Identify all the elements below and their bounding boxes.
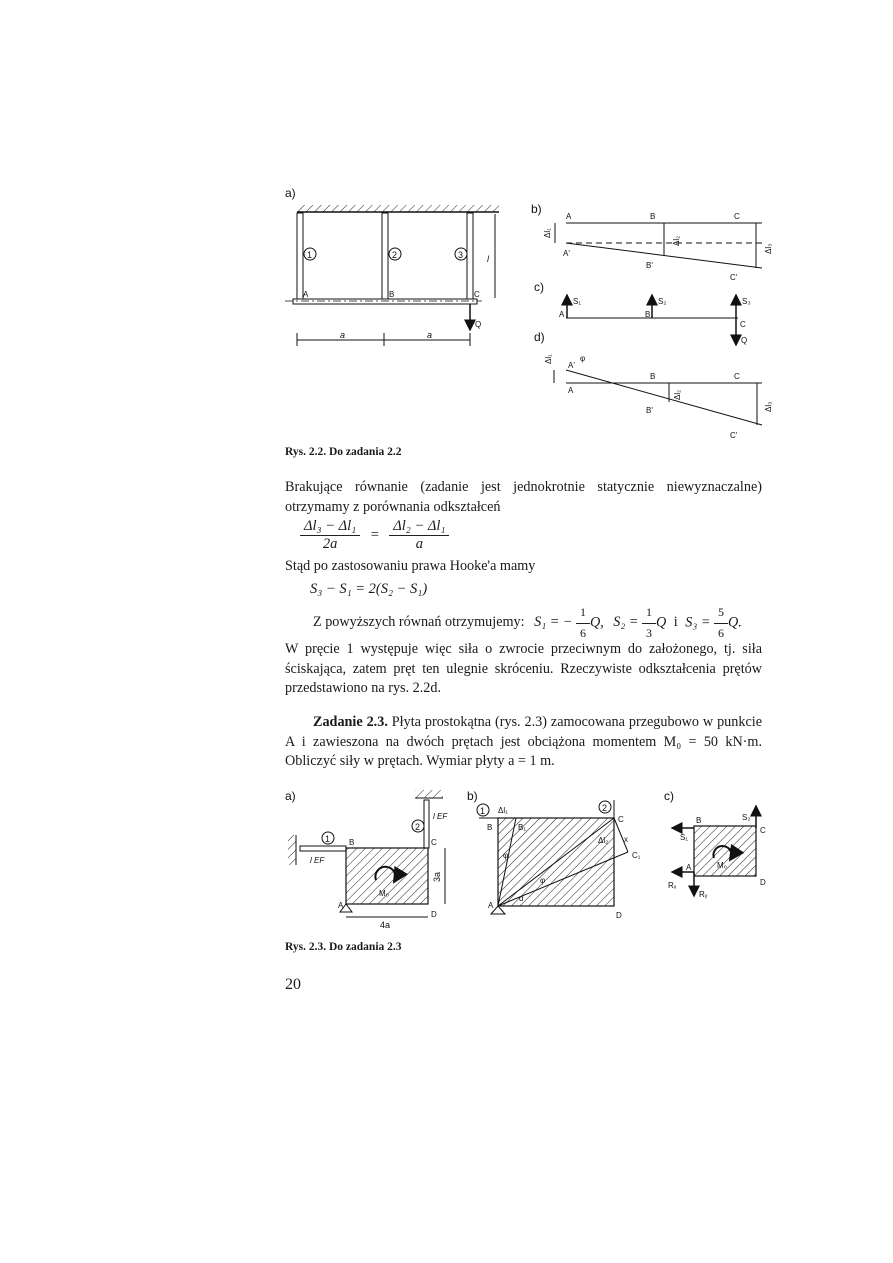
fig23b-B: B: [487, 823, 493, 832]
fig23c-label: c): [664, 789, 674, 803]
fig23b-phi-2: φ: [540, 876, 546, 885]
results-line: Z powyższych równań otrzymujemy: S₁ = − $\frac{1}{6}$ Q, S₂ = $\frac{1}{3}$ Q i S₃ = $\frac{5}{6}$ Q.: [313, 605, 742, 640]
fig23c-M0: M₀: [717, 861, 727, 870]
point-B: B: [389, 290, 395, 299]
bar-1: [297, 213, 303, 299]
fig23a-B: B: [349, 838, 355, 847]
c-S1-label: S₁: [573, 297, 582, 306]
fig22b: [531, 202, 773, 282]
fig23c-D: D: [760, 878, 766, 887]
fig23a-M0: M₀: [379, 889, 389, 898]
fig23a-bar-1-number: 1: [325, 834, 331, 844]
caption-fig22: Rys. 2.2. Do zadania 2.2: [285, 446, 402, 458]
fig22a: [285, 186, 499, 346]
fig22b-label: b): [531, 202, 542, 216]
bar-2-number: 2: [392, 250, 398, 260]
bar-2: [382, 213, 388, 299]
paragraph-4: W pręcie 1 występuje więc siła o zwrocie przeciwnym do założonego, tj. siła ściskająca, zatem pręt ten ulegnie skróceniu. Rzeczywiste odkształcenia prętów przedstawiono na rys. 2.2d.: [285, 641, 762, 696]
fig23a-bar-1: [300, 846, 346, 851]
fig23a-lEF2: l EF: [433, 812, 448, 821]
fig23a-D: D: [431, 910, 437, 919]
fig22c: [534, 280, 751, 345]
fig23c-B: B: [696, 816, 702, 825]
fig23b-bar-2: 2: [602, 803, 608, 813]
fig23b-dl1: Δl₁: [498, 806, 508, 815]
fig23a-label: a): [285, 789, 296, 803]
b-dl1: Δl₁: [543, 228, 552, 238]
fig23b-A: A: [488, 901, 494, 910]
d-point-Ap: A': [568, 361, 575, 370]
point-C: C: [474, 290, 480, 299]
d-phi: φ: [580, 354, 586, 363]
paragraph-2: Stąd po zastosowaniu prawa Hooke'a mamy: [285, 558, 536, 574]
equation-2: S₃ − S₁ = 2(S₂ − S₁): [310, 581, 428, 597]
fig23a-bar-2: [424, 800, 429, 848]
fig22a-label: a): [285, 186, 296, 200]
fig23c-A: A: [686, 863, 692, 872]
d-beam-deformed: [566, 370, 762, 425]
c-Q-label: Q: [741, 336, 748, 345]
c-S3-label: S₃: [742, 297, 751, 306]
b-point-Ap: A': [563, 249, 570, 258]
b-point-Cp: C': [730, 273, 738, 282]
b-dl2: Δl₂: [672, 235, 681, 246]
bar-3: [467, 213, 473, 299]
fig23a-bar-2-number: 2: [415, 822, 421, 832]
dim-4a: 4a: [380, 920, 391, 930]
equation-1: $\frac{\text{Δl₃ − Δl₁}}{2a}$ = $\frac{\text{Δl₂ − Δl₁}}{a}$: [300, 518, 449, 553]
d-dl2: Δl₂: [673, 389, 682, 400]
top-support: [415, 790, 443, 798]
b-point-C: C: [734, 212, 740, 221]
fig23c-S2-label: S₂: [742, 813, 751, 822]
page-number: 20: [285, 976, 301, 993]
ceiling-hatch: [297, 205, 499, 212]
fig23b-B1: B₁: [518, 823, 527, 832]
c-point-C: C: [740, 320, 746, 329]
fig22d: [534, 330, 773, 440]
fig23a: [285, 789, 448, 930]
caption-fig23: Rys. 2.3. Do zadania 2.3: [285, 941, 402, 953]
fig23c-Ry-label: Rᵧ: [699, 890, 708, 899]
d-point-Bp: B': [646, 406, 653, 415]
fig23c-S1-label: S₁: [680, 833, 689, 842]
task-body: Płyta prostokątna (rys. 2.3) zamocowana przegubowo w punkcie A i zawieszona na dwóch prętach jest obciążona momentem M₀ = 50 kN·m. Obliczyć siły w prętach. Wymiar płyty a = 1 m.: [285, 714, 762, 769]
d-point-C: C: [734, 372, 740, 381]
fig23b-phi-1: φ: [503, 851, 509, 860]
fig22c-label: c): [534, 280, 544, 294]
eq1-right-frac: $\frac{\text{Δl₂ − Δl₁}}{a}$: [389, 518, 449, 553]
left-wall: [288, 835, 296, 865]
fig23c: [664, 789, 766, 899]
fig23b-label: b): [467, 789, 478, 803]
fig23b-dl2: Δl₂: [598, 836, 609, 845]
dim-3a: 3a: [432, 871, 442, 882]
bar-1-number: 1: [307, 250, 313, 260]
fig23b-x: x: [624, 835, 628, 844]
b-dl3: Δl₃: [764, 243, 773, 254]
fig23a-lEF1: l EF: [310, 856, 325, 865]
fig22d-label: d): [534, 330, 545, 344]
task-title: Zadanie 2.3.: [313, 714, 388, 730]
fig23b: [467, 789, 641, 920]
eq1-left-frac: $\frac{\text{Δl₃ − Δl₁}}{2a}$: [300, 518, 360, 553]
dim-a2-label: a: [427, 330, 433, 340]
b-point-Bp: B': [646, 261, 653, 270]
b-point-A: A: [566, 212, 572, 221]
bar-3-number: 3: [458, 250, 464, 260]
rigid-beam: [293, 299, 477, 304]
task-2-3: [285, 713, 762, 772]
fig23b-C1: C₁: [632, 851, 641, 860]
c-point-B: B: [645, 310, 651, 319]
fig23a-A: A: [338, 901, 344, 910]
fig23b-C: C: [618, 815, 624, 824]
force-Q-label: Q: [475, 320, 482, 329]
fig23c-C: C: [760, 826, 766, 835]
d-point-B: B: [650, 372, 656, 381]
dim-a1-label: a: [340, 330, 346, 340]
d-point-A: A: [568, 386, 574, 395]
d-point-Cp: C': [730, 431, 738, 440]
fig23b-bar-1: 1: [480, 806, 486, 816]
c-point-A: A: [559, 310, 565, 319]
fig23b-D: D: [616, 911, 622, 920]
c-S2-label: S₂: [658, 297, 667, 306]
fig23c-Rx-label: Rₓ: [668, 881, 677, 890]
point-A: A: [303, 290, 309, 299]
paragraph-1: Brakujące równanie (zadanie jest jednokrotnie statycznie niewyznaczalne) otrzymamy z porównania odkształceń: [285, 479, 762, 515]
fig23a-C: C: [431, 838, 437, 847]
d-dl1: Δl₁: [544, 354, 553, 364]
fig23b-alpha: α: [519, 894, 524, 903]
b-point-B: B: [650, 212, 656, 221]
dim-l-label: l: [487, 254, 489, 264]
d-dl3: Δl₃: [764, 401, 773, 412]
